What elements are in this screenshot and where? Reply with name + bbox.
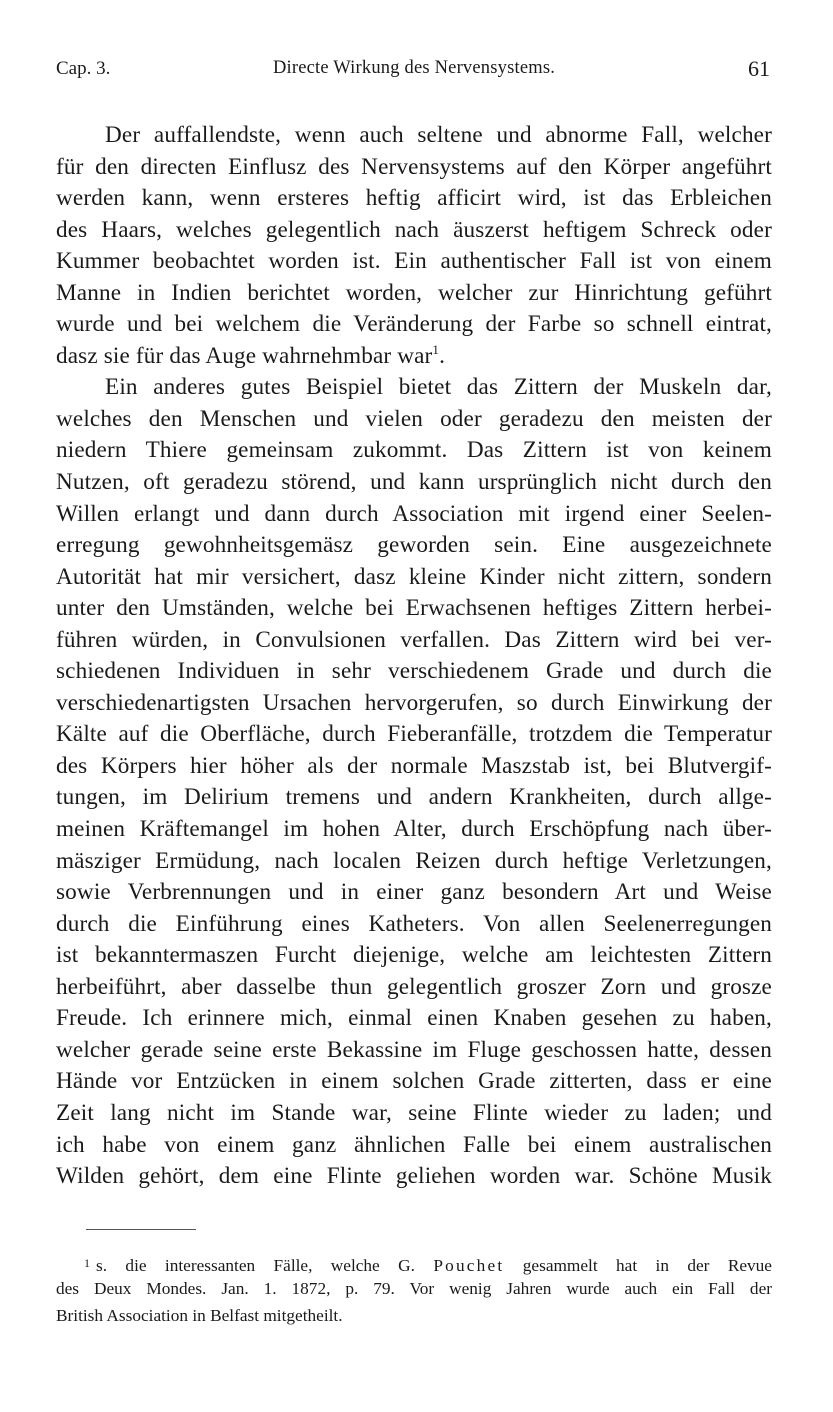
footnote-number: 1 [84, 1255, 90, 1270]
text-line: führen würden, in Convulsionen verfallen. Das Zittern wird bei ver- [56, 626, 772, 653]
book-page [56, 58, 772, 1329]
text-line-suffix: . [439, 342, 446, 369]
text-line: Zeit lang nicht im Stande war, seine Flinte wieder zu laden; und [56, 1099, 772, 1126]
footnote-reference: 1 [432, 341, 440, 357]
text-line-content: dasz sie für das Auge wahrnehmbar war [56, 342, 433, 369]
page-number: 61 [748, 56, 770, 81]
text-line: Manne in Indien berichtet worden, welcher zur Hinrichtung geführt [56, 279, 772, 306]
text-line: Autorität hat mir versichert, dasz kleine Kinder nicht zittern, sondern [56, 563, 772, 590]
text-line: mäsziger Ermüdung, nach localen Reizen durch heftige Verletzungen, [56, 847, 772, 874]
footnote-divider [86, 1229, 196, 1230]
footnote-text-suffix: gesammelt hat in der Revue [522, 1255, 772, 1275]
text-line: welches den Menschen und vielen oder geradezu den meisten der [56, 405, 772, 432]
paragraph-1 [56, 120, 772, 372]
text-line: ich habe von einem ganz ähnlichen Falle bei einem australischen [56, 1131, 772, 1158]
text-line: Nutzen, oft geradezu störend, und kann ursprünglich nicht durch den [56, 469, 772, 496]
footnotes [56, 1250, 772, 1330]
footnote-line: British Association in Belfast mitgetheilt. [56, 1305, 343, 1325]
text-line: wurde und bei welchem die Veränderung der Farbe so schnell eintrat, [56, 311, 772, 338]
text-line: ist bekanntermaszen Furcht diejenige, welche am leichtesten Zittern [56, 942, 772, 969]
text-line: verschiedenartigsten Ursachen hervorgerufen, so durch Einwirkung der [56, 689, 772, 716]
text-line: meinen Kräftemangel im hohen Alter, durch Erschöpfung nach über- [56, 816, 772, 843]
text-line: Wilden gehört, dem eine Flinte geliehen worden war. Schöne Musik [56, 1163, 772, 1190]
text-line: niedern Thiere gemeinsam zukommt. Das Zittern ist von keinem [56, 437, 772, 464]
footnote-text-prefix: s. die interessanten Fälle, welche G. [96, 1255, 415, 1275]
text-line: erregung gewohnheitsgemäsz geworden sein. Eine ausgezeichnete [56, 532, 772, 559]
text-line: unter den Umständen, welche bei Erwachsenen heftiges Zittern herbei- [56, 595, 772, 622]
body-text [56, 120, 772, 1193]
text-line: Ein anderes gutes Beispiel bietet das Zittern der Muskeln dar, [105, 374, 772, 401]
running-head [56, 58, 772, 90]
text-line: durch die Einführung eines Katheters. Von allen Seelenerregungen [56, 910, 772, 937]
running-title: Directe Wirkung des Nervensystems. [272, 58, 556, 78]
text-line: Hände vor Entzücken in einem solchen Grade zitterten, dass er eine [56, 1068, 772, 1095]
paragraph-2 [56, 372, 772, 1192]
text-line: für den directen Einflusz des Nervensystems auf den Körper angeführt [56, 153, 772, 180]
text-line: Freude. Ich erinnere mich, einmal einen Knaben gesehen zu haben, [56, 1005, 772, 1032]
footnote-line [56, 1250, 772, 1277]
footnote-line: des Deux Mondes. Jan. 1. 1872, p. 79. Vor wenig Jahren wurde auch ein Fall der [56, 1279, 772, 1299]
footnote-author-name: Pouchet [433, 1255, 505, 1275]
text-line: welcher gerade seine erste Bekassine im Fluge geschossen hatte, dessen [56, 1036, 772, 1063]
text-line-last [56, 341, 772, 373]
text-line: tungen, im Delirium tremens und andern Krankheiten, durch allge- [56, 784, 772, 811]
text-line: des Körpers hier höher als der normale Maszstab ist, bei Blutvergif- [56, 752, 772, 779]
text-line: Der auffallendste, wenn auch seltene und abnorme Fall, welcher [105, 122, 772, 148]
chapter-label: Cap. 3. [56, 58, 111, 79]
text-line: des Haars, welches gelegentlich nach äuszerst heftigem Schreck oder [56, 216, 772, 243]
text-line: Willen erlangt und dann durch Association mit irgend einer Seelen- [56, 500, 772, 527]
text-line: werden kann, wenn ersteres heftig afficirt wird, ist das Erbleichen [56, 185, 772, 212]
text-line: herbeiführt, aber dasselbe thun gelegentlich groszer Zorn und grosze [56, 973, 772, 1000]
text-line: schiedenen Individuen in sehr verschiedenem Grade und durch die [56, 658, 772, 685]
text-line: sowie Verbrennungen und in einer ganz besondern Art und Weise [56, 879, 772, 906]
text-line: Kälte auf die Oberfläche, durch Fieberanfälle, trotzdem die Temperatur [56, 721, 772, 748]
text-line: Kummer beobachtet worden ist. Ein authentischer Fall ist von einem [56, 248, 772, 275]
